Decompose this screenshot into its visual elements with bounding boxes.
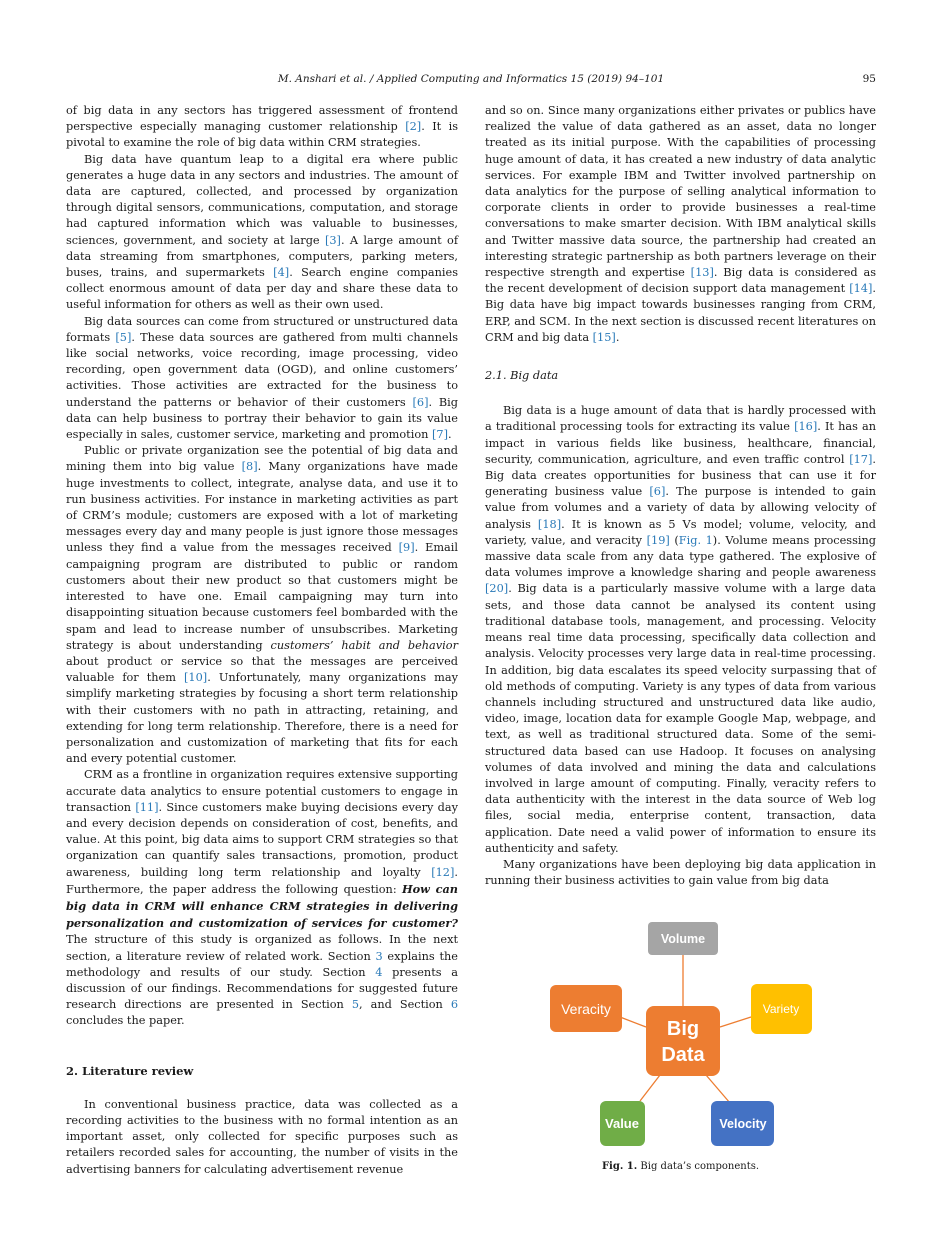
citation-link[interactable]: [11]: [135, 800, 159, 814]
citation-link[interactable]: [7]: [432, 428, 449, 442]
citation-link[interactable]: [12]: [431, 865, 455, 879]
connector-value: [640, 1075, 660, 1101]
paragraph: of big data in any sectors has triggered assessment of frontend perspective especially managing customer relationship [2]. It is pivotal to examine the role of big data within CRM strategies.: [66, 104, 459, 150]
right-column: [485, 103, 876, 889]
citation-link[interactable]: [18]: [537, 517, 562, 531]
figure-caption: [485, 1161, 876, 1172]
paragraph: Big data sources can come from structured or unstructured data formats [5]. These data sources are gathered from multi channels like social networks, voice recording, image processing, video recording, open government data (OGD), and online customers’ activities. Those activities are extracted for the business to understand the patterns or behavior of their customers [6]. Big data can help business to portray their behavior to gain its value especially in sales, customer service, marketing and promotion [7].: [66, 314, 459, 442]
center-label-line2: Data: [661, 1044, 705, 1066]
left-column: [66, 103, 458, 1178]
citation-link[interactable]: [19]: [646, 533, 670, 547]
paragraph: Public or private organization see the potential of big data and mining them into big value [8]. Many organizations have made huge investments to collect, integrate, analyse data, and use it to run business activities. For instance in marketing activities as part of CRM’s module; customers are exposed with a lot of marketing messages every day and many people is just ignore those messages unless they find a value from the messages received [9]. Email campaigning program are distributed to public or random customers about their new product so that customers might be interested to have one. Email campaigning may turn into disappointing situation because customers feel bombarded with the spam and lead to increase number of unsubscribes. Marketing strategy is about understanding customers’ habit and behavior about product or service so that the messages are perceived valuable for them [10]. Unfortunately, many organizations may simplify marketing strategies by focusing a short term relationship with their customers with no path in attracting, retaining, and extending for long term relationship. Therefore, there is a need for personalization and customization of marketing that fits for each and every potential customer.: [66, 444, 458, 766]
figure-link[interactable]: Fig. 1: [678, 533, 713, 547]
citation-link[interactable]: [3]: [324, 233, 341, 247]
subsection-heading: 2.1. Big data: [485, 369, 559, 383]
connector-veracity: [620, 1017, 646, 1027]
paragraph: Many organizations have been deploying big data application in running their business activities to gain value from big data: [485, 857, 876, 888]
connector-velocity: [706, 1075, 730, 1103]
paragraph: CRM as a frontline in organization requires extensive supporting accurate data analytics to ensure potential customers to engage in transaction [11]. Since customers make buying decisions every day and every decision depends on consideration of cost, benefits, and value. At this point, big data aims to support CRM strategies so that organization can quantify sales transactions, promotion, product awareness, building long term relationship and loyalty [12]. Furthermore, the paper address the following question: How can big data in CRM will enhance CRM strategies in delivering personalization and customization of services for customer? The structure of this study is organized as follows. In the next section, a literature review of related work. Section 3 explains the methodology and results of our study. Section 4 presents a discussion of our findings. Recommendations for suggested future research directions are presented in Section 5, and Section 6 concludes the paper.: [66, 768, 458, 1028]
citation-link[interactable]: [10]: [184, 671, 208, 685]
section-heading: 2. Literature review: [66, 1063, 194, 1078]
citation-link[interactable]: [20]: [485, 582, 509, 596]
citation-link[interactable]: [15]: [592, 330, 616, 344]
citation-link[interactable]: [6]: [412, 395, 429, 409]
connector-variety: [720, 1017, 751, 1027]
paragraph: In conventional business practice, data was collected as a recording activities to the business with no formal intention as an important asset, only collected for specific purposes such as retailers recorded sales for accounting, the number of visits in the advertising banners for calculating advertisement revenue: [66, 1097, 458, 1176]
running-header: [66, 70, 876, 90]
section-link[interactable]: 3: [375, 949, 383, 963]
node-velocity-label: Velocity: [719, 1117, 767, 1131]
journal-citation: M. Anshari et al. / Applied Computing and Informatics 15 (2019) 94–101: [277, 73, 665, 85]
citation-link[interactable]: [2]: [405, 120, 422, 134]
citation-link[interactable]: [16]: [794, 420, 818, 434]
paragraph: Big data is a huge amount of data that is hardly processed with a traditional processing tools for extracting its value [16]. It has an impact in various fields like business, healthcare, financial, security, communication, agriculture, and even traffic control [17]. Big data creates opportunities for business that can use it for generating business value [6]. The purpose is intended to gain value from volumes and a variety of data by allowing velocity of analysis [18]. It is known as 5 Vs model; volume, velocity, and variety, value, and veracity [19] (Fig. 1). Volume means processing massive data scale from any data type gathered. The explosive of data volumes improve a knowledge sharing and people awareness [20]. Big data is a particularly massive volume with a large data sets, and those data cannot be analysed its content using traditional database tools, management, and processing. Velocity means real time data processing, specifically data collection and analysis. Velocity processes very large data in real-time processing. In addition, big data escalates its speed velocity surpassing that of old methods of computing. Variety is any types of data from various channels including structured and unstructured data like audio, video, image, location data for example Google Map, webpage, and text, as well as traditional structured data. Some of the semi-structured data based can use Hadoop. It focuses on analysing volumes of data involved and mining the data and calculations involved in large amount of computing. Finally, veracity refers to data authenticity with the interest in the data source of Web log files, social media, enterprise content, transaction, data application. Date need a valid power of information to ensure its authenticity and safety.: [485, 404, 877, 855]
citation-link[interactable]: [14]: [849, 282, 873, 296]
figure-caption-label: Fig. 1.: [601, 1161, 638, 1172]
citation-link[interactable]: [8]: [241, 460, 258, 474]
page-number: 95: [862, 73, 876, 85]
citation-link[interactable]: [9]: [398, 541, 415, 555]
section-link[interactable]: 4: [375, 965, 383, 979]
node-value-label: Value: [605, 1116, 639, 1131]
center-label-line1: Big: [666, 1018, 700, 1040]
node-veracity-label: Veracity: [561, 1001, 611, 1017]
citation-link[interactable]: [6]: [649, 485, 666, 499]
citation-link[interactable]: [4]: [273, 266, 290, 280]
section-link[interactable]: 6: [450, 998, 458, 1012]
big-data-diagram: [548, 920, 813, 1152]
node-volume-label: Volume: [660, 932, 706, 946]
section-link[interactable]: 5: [351, 998, 359, 1012]
citation-link[interactable]: [17]: [849, 452, 873, 466]
node-variety-label: Variety: [762, 1002, 800, 1016]
figure-caption-text: Big data’s components.: [637, 1161, 760, 1172]
research-question: How can big data in CRM will enhance CRM strategies in delivering personalization and customization of services for customer?: [66, 881, 458, 931]
paragraph: and so on. Since many organizations either privates or publics have realized the value of data gathered as an asset, data no longer treated as its initial purpose. With the capabilities of processing huge amount of data, it has created a new industry of data analytic services. For example IBM and Twitter involved partnership on data analytics for the purpose of selling analytical information to corporate clients in order to provide businesses a real-time conversations to make smarter decision. With IBM analytical skills and Twitter massive data source, the partnership had created an interesting strategic partnership as both partners leverage on their respective strength and expertise [13]. Big data is considered as the recent development of decision support data management [14]. Big data have big impact towards businesses ranging from CRM, ERP, and SCM. In the next section is discussed recent literatures on CRM and big data [15].: [485, 104, 876, 344]
citation-link[interactable]: [13]: [690, 266, 714, 280]
paragraph: Big data have quantum leap to a digital era where public generates a huge data in any sectors and industries. The amount of data are captured, collected, and processed by organization through digital sensors, communications, computation, and storage had captured information which was valuable to businesses, sciences, government, and society at large [3]. A large amount of data streaming from smartphones, computers, parking meters, buses, trains, and supermarkets [4]. Search engine companies collect enormous amount of data per day and share these data to useful information for others as well as their own used.: [66, 152, 458, 312]
citation-link[interactable]: [5]: [115, 330, 132, 344]
